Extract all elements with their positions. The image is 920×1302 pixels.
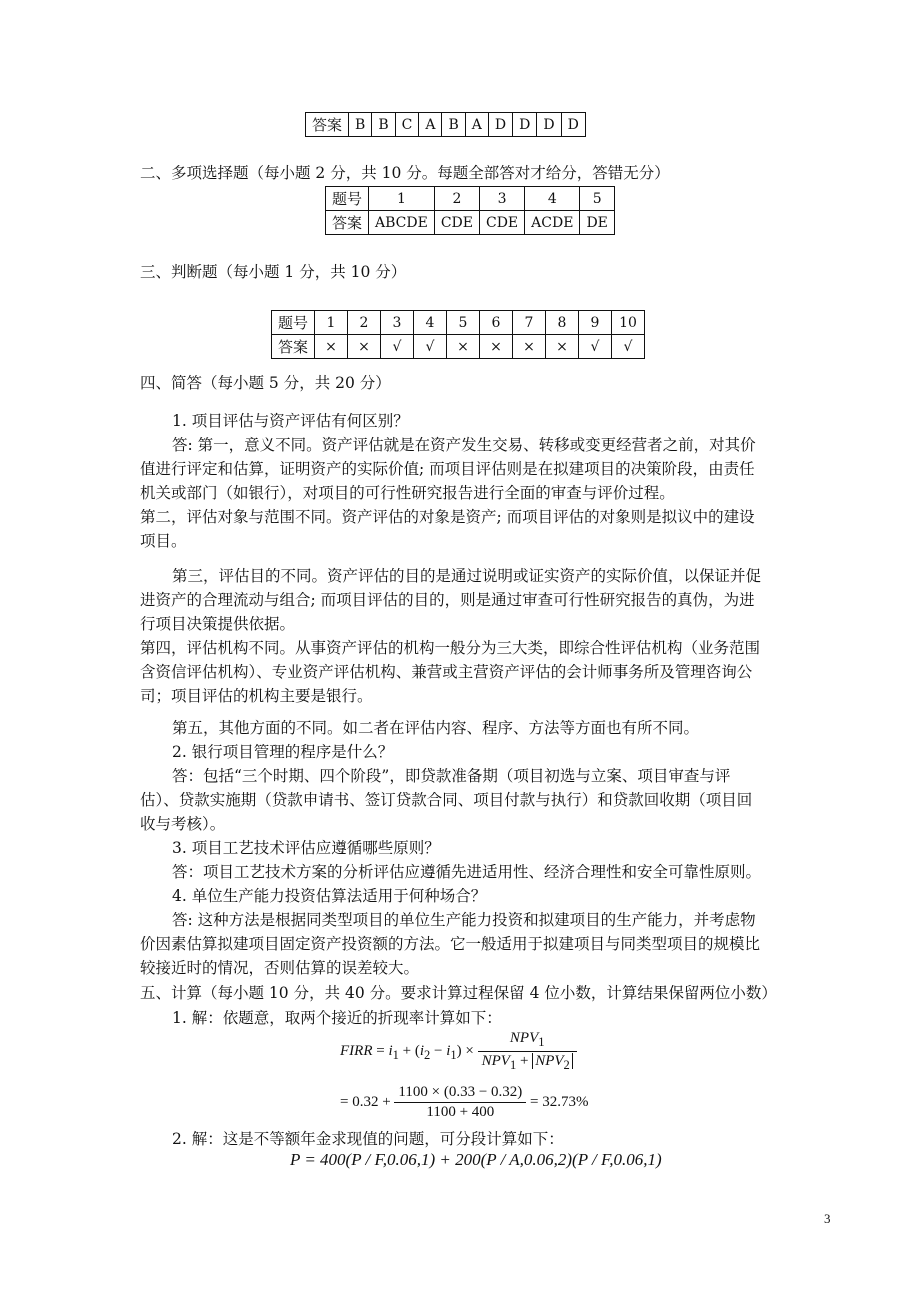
paragraph-line: 估）、贷款实施期（贷款申请书、签订贷款合同、项目付款与执行）和贷款回收期（项目回	[140, 791, 753, 809]
answer-cell: D	[488, 113, 512, 137]
firr-fraction	[394, 1084, 526, 1121]
paragraph-line: 行项目决策提供依据。	[140, 615, 296, 633]
paragraph-line: 答：包括“三个时期、四个阶段”，即贷款准备期（项目初选与立案、项目审查与评	[172, 767, 731, 785]
calc-question-1-intro: 1. 解：依题意，取两个接近的折现率计算如下：	[172, 1009, 502, 1027]
answer-cell: D	[537, 113, 561, 137]
answer-cell: D	[561, 113, 585, 137]
firr-symbol: FIRR	[340, 1042, 373, 1059]
number-cell: 2	[434, 187, 479, 211]
paragraph-line: 价因素估算拟建项目固定资产投资额的方法。它一般适用于拟建项目与同类型项目的规模比	[140, 935, 761, 953]
answer-cell: √	[381, 335, 414, 359]
paragraph-line: 项目。	[140, 532, 187, 550]
paragraph-line: 答：项目工艺技术方案的分析评估应遵循先进适用性、经济合理性和安全可靠性原则。	[172, 863, 762, 881]
multi-choice-heading: 二、多项选择题（每小题 2 分，共 10 分。每题全部答对才给分，答错无分）	[140, 164, 670, 182]
number-cell: 1	[369, 187, 435, 211]
true-false-heading: 三、判断题（每小题 1 分，共 10 分）	[140, 263, 407, 281]
answer-cell: ×	[315, 335, 348, 359]
answer-cell: √	[612, 335, 645, 359]
question-4-title: 4. 单位生产能力投资估算法适用于何种场合？	[172, 887, 487, 905]
answer-cell: D	[513, 113, 537, 137]
firr-formula: FIRR = $i_1 + (i_2 - i_1)$ × $\frac{NPV_1}{NPV_1 + NPV_2}$	[340, 1030, 577, 1073]
paragraph-line: 进资产的合理流动与组合; 而项目评估的目的，则是通过审查可行性研究报告的真伪，为进	[140, 591, 755, 609]
paragraph-line: 收与考核）。	[140, 815, 226, 833]
paragraph-line: 第四，评估机构不同。从事资产评估的机构一般分为三大类，即综合性评估机构（业务范围	[140, 639, 761, 657]
number-label: 题号	[326, 187, 369, 211]
answer-cell: B	[349, 113, 372, 137]
firr-calculation	[340, 1084, 589, 1121]
number-row	[272, 311, 645, 335]
number-cell: 3	[480, 187, 525, 211]
question-1-title: 1. 项目评估与资产评估有何区别？	[172, 412, 409, 430]
question-3-title: 3. 项目工艺技术评估应遵循哪些原则？	[172, 839, 440, 857]
paragraph-line: 机关或部门（如银行），对项目的可行性研究报告进行全面的审查与评价过程。	[140, 484, 675, 502]
firr-prefix: = 0.32 +	[340, 1093, 391, 1110]
answer-cell: ×	[348, 335, 381, 359]
number-cell: 3	[381, 311, 414, 335]
answer-cell: √	[579, 335, 612, 359]
number-cell: 6	[480, 311, 513, 335]
firr-denominator: 1100 + 400	[426, 1104, 495, 1120]
single-choice-answer-table	[305, 112, 586, 137]
answer-label: 答案	[272, 335, 315, 359]
answer-cell: √	[414, 335, 447, 359]
number-cell: 4	[525, 187, 580, 211]
number-cell: 10	[612, 311, 645, 335]
answer-cell: ACDE	[525, 211, 580, 235]
page-number: 3	[824, 1211, 831, 1226]
answer-cell: A	[465, 113, 488, 137]
calculation-heading: 五、计算（每小题 10 分，共 40 分。要求计算过程保留 4 位小数，计算结果保留两位小数）	[140, 984, 777, 1002]
paragraph-line: 答: 第一，意义不同。资产评估就是在资产发生交易、转移或变更经营者之前，对其价	[172, 436, 756, 454]
multi-choice-answer-table	[325, 186, 615, 235]
number-cell: 1	[315, 311, 348, 335]
firr-result: = 32.73%	[530, 1093, 589, 1110]
firr-numerator: 1100 × (0.33 − 0.32)	[394, 1084, 526, 1103]
paragraph-line: 较接近时的情况，否则估算的误差较大。	[140, 959, 420, 977]
question-2-title: 2. 银行项目管理的程序是什么？	[172, 743, 394, 761]
number-cell: 7	[513, 311, 546, 335]
true-false-answer-table	[271, 310, 645, 359]
answer-cell: C	[395, 113, 419, 137]
number-cell: 5	[447, 311, 480, 335]
answer-cell: ×	[480, 335, 513, 359]
number-cell: 9	[579, 311, 612, 335]
answer-cell: ×	[546, 335, 579, 359]
answer-cell: B	[442, 113, 465, 137]
number-row	[326, 187, 615, 211]
answer-cell: ×	[513, 335, 546, 359]
answer-cell: B	[372, 113, 395, 137]
answer-cell: ×	[447, 335, 480, 359]
paragraph-line: 第三，评估目的不同。资产评估的目的是通过说明或证实资产的实际价值，以保证并促	[172, 567, 762, 585]
answer-cell: CDE	[480, 211, 525, 235]
present-value-formula: P = 400(P / F,0.06,1) + 200(P / A,0.06,2)(P / F,0.06,1)	[290, 1150, 662, 1169]
paragraph-line: 司；项目评估的机构主要是银行。	[140, 687, 373, 705]
answer-row	[326, 211, 615, 235]
answer-label: 答案	[306, 113, 349, 137]
paragraph-line: 第五，其他方面的不同。如二者在评估内容、程序、方法等方面也有所不同。	[172, 719, 700, 737]
answer-cell: ABCDE	[369, 211, 435, 235]
answer-cell: CDE	[434, 211, 479, 235]
answer-cell: DE	[580, 211, 614, 235]
npv-fraction: $\frac{NPV_1}{NPV_1 + NPV_2}$	[478, 1030, 577, 1073]
calc-question-2-intro: 2. 解：这是不等额年金求现值的问题，可分段计算如下：	[172, 1130, 564, 1148]
number-cell: 2	[348, 311, 381, 335]
number-cell: 4	[414, 311, 447, 335]
answer-label: 答案	[326, 211, 369, 235]
answer-cell: A	[419, 113, 442, 137]
paragraph-line: 含资信评估机构）、专业资产评估机构、兼营或主营资产评估的会计师事务所及管理咨询公	[140, 663, 753, 681]
short-answer-heading: 四、简答（每小题 5 分，共 20 分）	[140, 374, 391, 392]
number-label: 题号	[272, 311, 315, 335]
answer-row	[272, 335, 645, 359]
number-cell: 5	[580, 187, 614, 211]
single-choice-answer-row	[306, 113, 586, 137]
paragraph-line: 值进行评定和估算，证明资产的实际价值; 而项目评估则是在拟建项目的决策阶段，由责任	[140, 460, 755, 478]
paragraph-line: 答: 这种方法是根据同类型项目的单位生产能力投资和拟建项目的生产能力，并考虑物	[172, 911, 756, 929]
number-cell: 8	[546, 311, 579, 335]
paragraph-line: 第二，评估对象与范围不同。资产评估的对象是资产; 而项目评估的对象则是拟议中的建设	[140, 508, 755, 526]
